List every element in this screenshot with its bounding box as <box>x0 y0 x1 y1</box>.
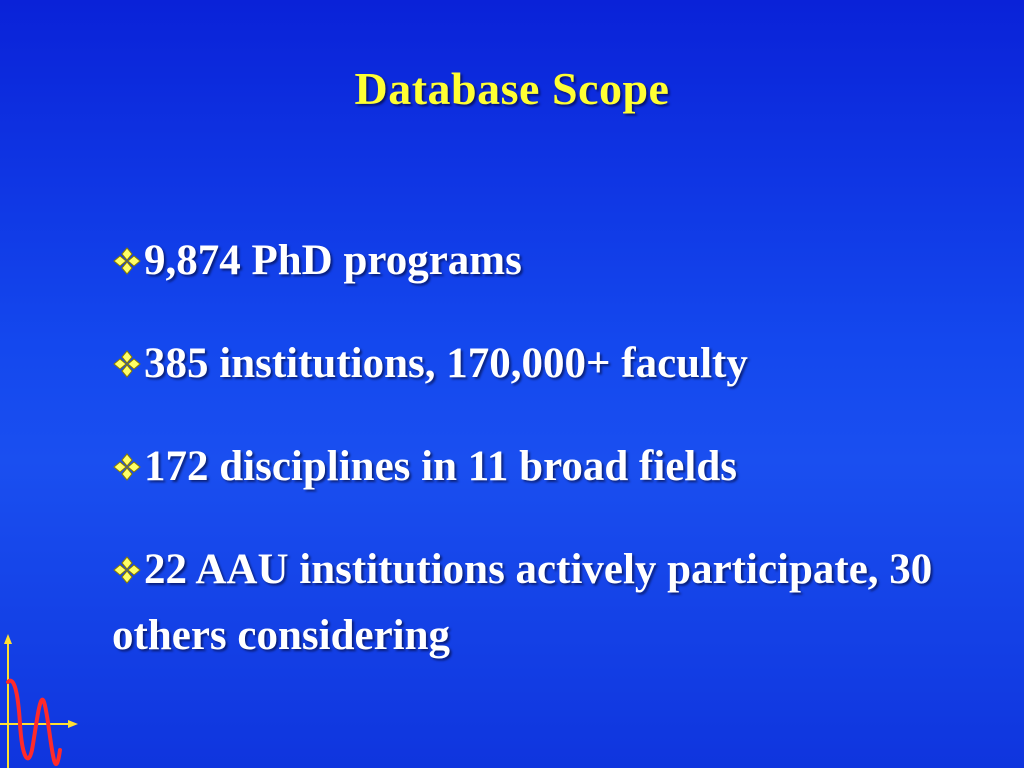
bullet-text: 22 AAU institutions actively participate, 30 others considering <box>112 546 933 659</box>
slide-title: Database Scope <box>354 63 670 114</box>
waveform-axes-icon <box>0 632 80 768</box>
bullet-text: 9,874 PhD programs <box>144 237 522 284</box>
bullet-item <box>112 228 992 294</box>
bullet-item <box>112 434 992 500</box>
bullet-text: 385 institutions, 170,000+ faculty <box>144 340 748 387</box>
four-diamond-icon <box>112 246 142 276</box>
four-diamond-icon <box>112 349 142 379</box>
bullet-item <box>112 331 992 397</box>
bullet-text: 172 disciplines in 11 broad fields <box>144 443 737 490</box>
bullet-item <box>112 537 992 669</box>
four-diamond-icon <box>112 555 142 585</box>
bullet-list <box>112 228 992 669</box>
four-diamond-icon <box>112 452 142 482</box>
